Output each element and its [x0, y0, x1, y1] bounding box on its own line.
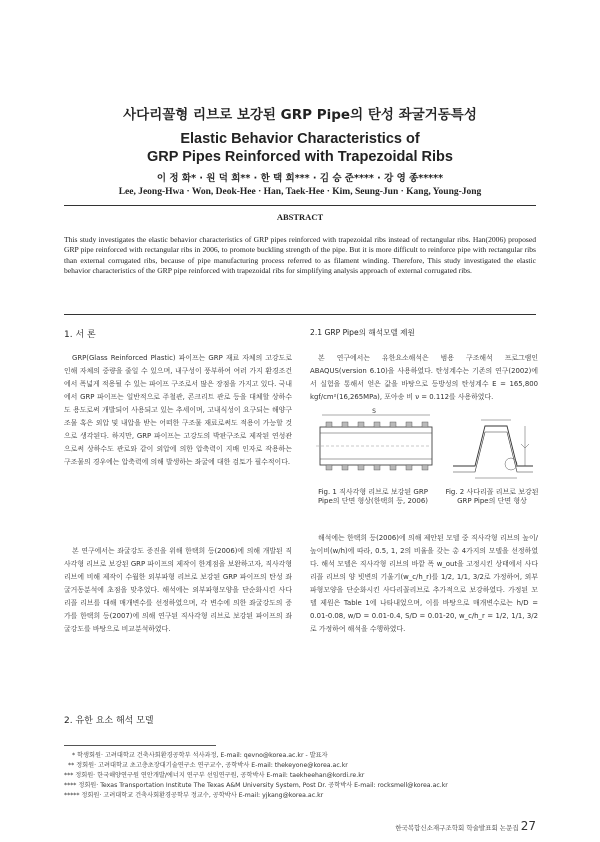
intro-paragraph-1: GRP(Glass Reinforced Plastic) 파이프는 GRP 재료 자체의 고강도로 인해 자체의 중량을 줄일 수 있으며, 내구성이 풍부하여 여러 가지 환경조건에서 폭넓게 적용될 수 있는 파이프 구조로서 많은 장점을 가지고 있다. 국내에서 GRP 파이프는 일반적으로 주철관, 콘크리트 관로 등을 대체할 상하수도 용도로써 개발되어 사용되고 있는 추세이며, 고내식성이 요구되는 해양구조물 혹은 외압 및 내압을 받는 어떠한 구조물 재료로써도 적용이 가능할 것으로 생각된다. 하지만, GRP 파이프는 고강도의 박판구조로 제작된 연성관으로써 상하수도 관로와 같이 외압에 의한 압축력이 지배 인자로 작용하는 구조물의 경우에는 압축력에 의해 발생하는 좌굴에 대한 검토가 필수적이다.	[64, 354, 292, 466]
figure-1-rect-rib-pipe	[312, 405, 434, 485]
journal-name: 한국복합신소재구조학회 학술발표회 논문집	[395, 824, 519, 832]
figure-1-spacing-label: S	[372, 408, 376, 415]
model-paragraph-1: 본 연구에서는 유한요소해석은 범용 구조해석 프로그램인 ABAQUS(version 6.10)을 사용하였다. 탄성계수는 기존의 연구(2002)에서 실험을 통해서 얻은 값을 바탕으로 등방성의 탄성계수 E = 165,800 kgf/cm²(16,265MPa), 포아송 비 ν = 0.112를 사용하였다.	[310, 354, 538, 401]
footnote-5: ***** 정회원· 고려대학교 건축사회환경공학부 정교수, 공학박사 E-mail: yjkang@korea.ac.kr	[64, 792, 324, 799]
subsection-model-heading: 2.1 GRP Pipe의 해석모델 제원	[310, 328, 415, 337]
title-korean: 사다리꼴형 리브로 보강된 GRP Pipe의 탄성 좌굴거동특성	[123, 107, 477, 123]
page-number: 27	[520, 819, 536, 833]
authors-english: Lee, Jeong-Hwa · Won, Deok-Hee · Han, Taek-Hee · Kim, Seung-Jun · Kang, Young-Jong	[118, 187, 482, 197]
page-footer	[395, 819, 536, 833]
figure-2-caption: Fig. 2 사다리꼴 리브로 보강된 GRP Pipe의 단면 형상	[445, 488, 539, 505]
authors-korean: 이 정 화* · 원 덕 희** · 한 택 희*** · 김 승 준**** · 강 영 종*****	[156, 173, 444, 184]
abstract-heading: ABSTRACT	[276, 212, 324, 222]
model-paragraph-2: 해석에는 한택희 등(2006)에 의해 제안된 모델 중 직사각형 리브의 높이/높이비(w/h)에 따라, 0.5, 1, 2의 비율을 갖는 총 4가지의 모델을 선정하였다. 해석 모델은 직사각형 리브의 바깥 폭 w_out을 고정시킨 상태에서 사다리꼴 리브의 양 빗변의 기울기(w_c/h_r)를 1/2, 1/1, 3/2로 가정하여, 외부파형모양을 단순화시킨 사다리꼴리브로 추가적으로 보강하였다. 가정된 모델 제원은 Table 1에 나타내었으며, 이를 바탕으로 매개변수로는 h/D = 0.01-0.08, w/D = 0.01-0.4, S/D = 0.01-20, w_c/h_r = 1/2, 1/1, 3/2로 가정하여 해석을 수행하였다.	[310, 534, 538, 633]
header-rule	[64, 205, 536, 206]
abstract-rule	[64, 314, 536, 315]
footnote-2: ** 정회원· 고려대학교 초고층초장대기술연구소 연구교수, 공학박사 E-mail: thekeyone@korea.ac.kr	[68, 762, 348, 769]
section-introduction-heading: 1. 서 론	[64, 330, 96, 340]
intro-paragraph-2: 본 연구에서는 좌굴강도 증진을 위해 한택희 등(2006)에 의해 개발된 직사각형 리브로 보강된 GRP 파이프의 제작이 한계점을 보완하고자, 직사각형 리브에 비해 제작이 수월한 외부파형 리브로 보강된 GRP 파이프의 탄성 좌굴거동분석에 초점을 맞추었다. 해석에는 외부파형모양을 단순화시킨 사다리꼴 리브를 대해 매개변수를 선정하였으며, 각 변수에 의한 좌굴강도의 증가를 한택희 등(2007)에 의해 연구된 직사각형 리브로 보강된 파이프의 좌굴강도를 바탕으로 비교분석하였다.	[64, 547, 292, 633]
footnote-4: **** 정회원· Texas Transportation Institute The Texas A&M University System, Post Dr. 공학박사 E-mail: rocksmell@korea.ac.kr	[64, 782, 448, 789]
figure-2-trapezoid-rib-detail	[445, 404, 540, 484]
footnote-1: * 학생회원· 고려대학교 건축사회환경공학부 석사과정, E-mail: qevno@korea.ac.kr - 발표자	[72, 752, 328, 759]
figure-1-caption: Fig. 1 직사각형 리브로 보강된 GRP Pipe의 단면 형상(한택희 등, 2006)	[317, 488, 429, 505]
title-english	[0, 130, 600, 166]
footnote-rule	[64, 745, 216, 746]
title-english-line2: GRP Pipes Reinforced with Trapezoidal Ribs	[147, 149, 453, 165]
section-fem-heading: 2. 유한 요소 해석 모델	[64, 716, 154, 726]
title-english-line1: Elastic Behavior Characteristics of	[180, 131, 420, 147]
abstract-text: This study investigates the elastic behavior characteristics of GRP pipes reinforced with trapezoidal ribs instead of rectangular ribs. Han(2006) proposed GRP pipe reinforced with rectangular ribs in 2006, to promote buckling strength of the pipe. But it is more difficult to reinforce pipe with rectangular ribs than external corrugated ribs, because of pipe manufacturing process referred to as filament winding. Therefore, This study investigated the elastic behavior characteristics of the GRP pipe reinforced with trapezoidal ribs for simplifying analysis approach of external corrugated ribs.	[64, 235, 536, 276]
footnote-3: *** 정회원· 한국해양연구원 연안개발/에너지 연구부 선임연구원, 공학박사 E-mail: taekheehan@kordi.re.kr	[64, 772, 365, 779]
